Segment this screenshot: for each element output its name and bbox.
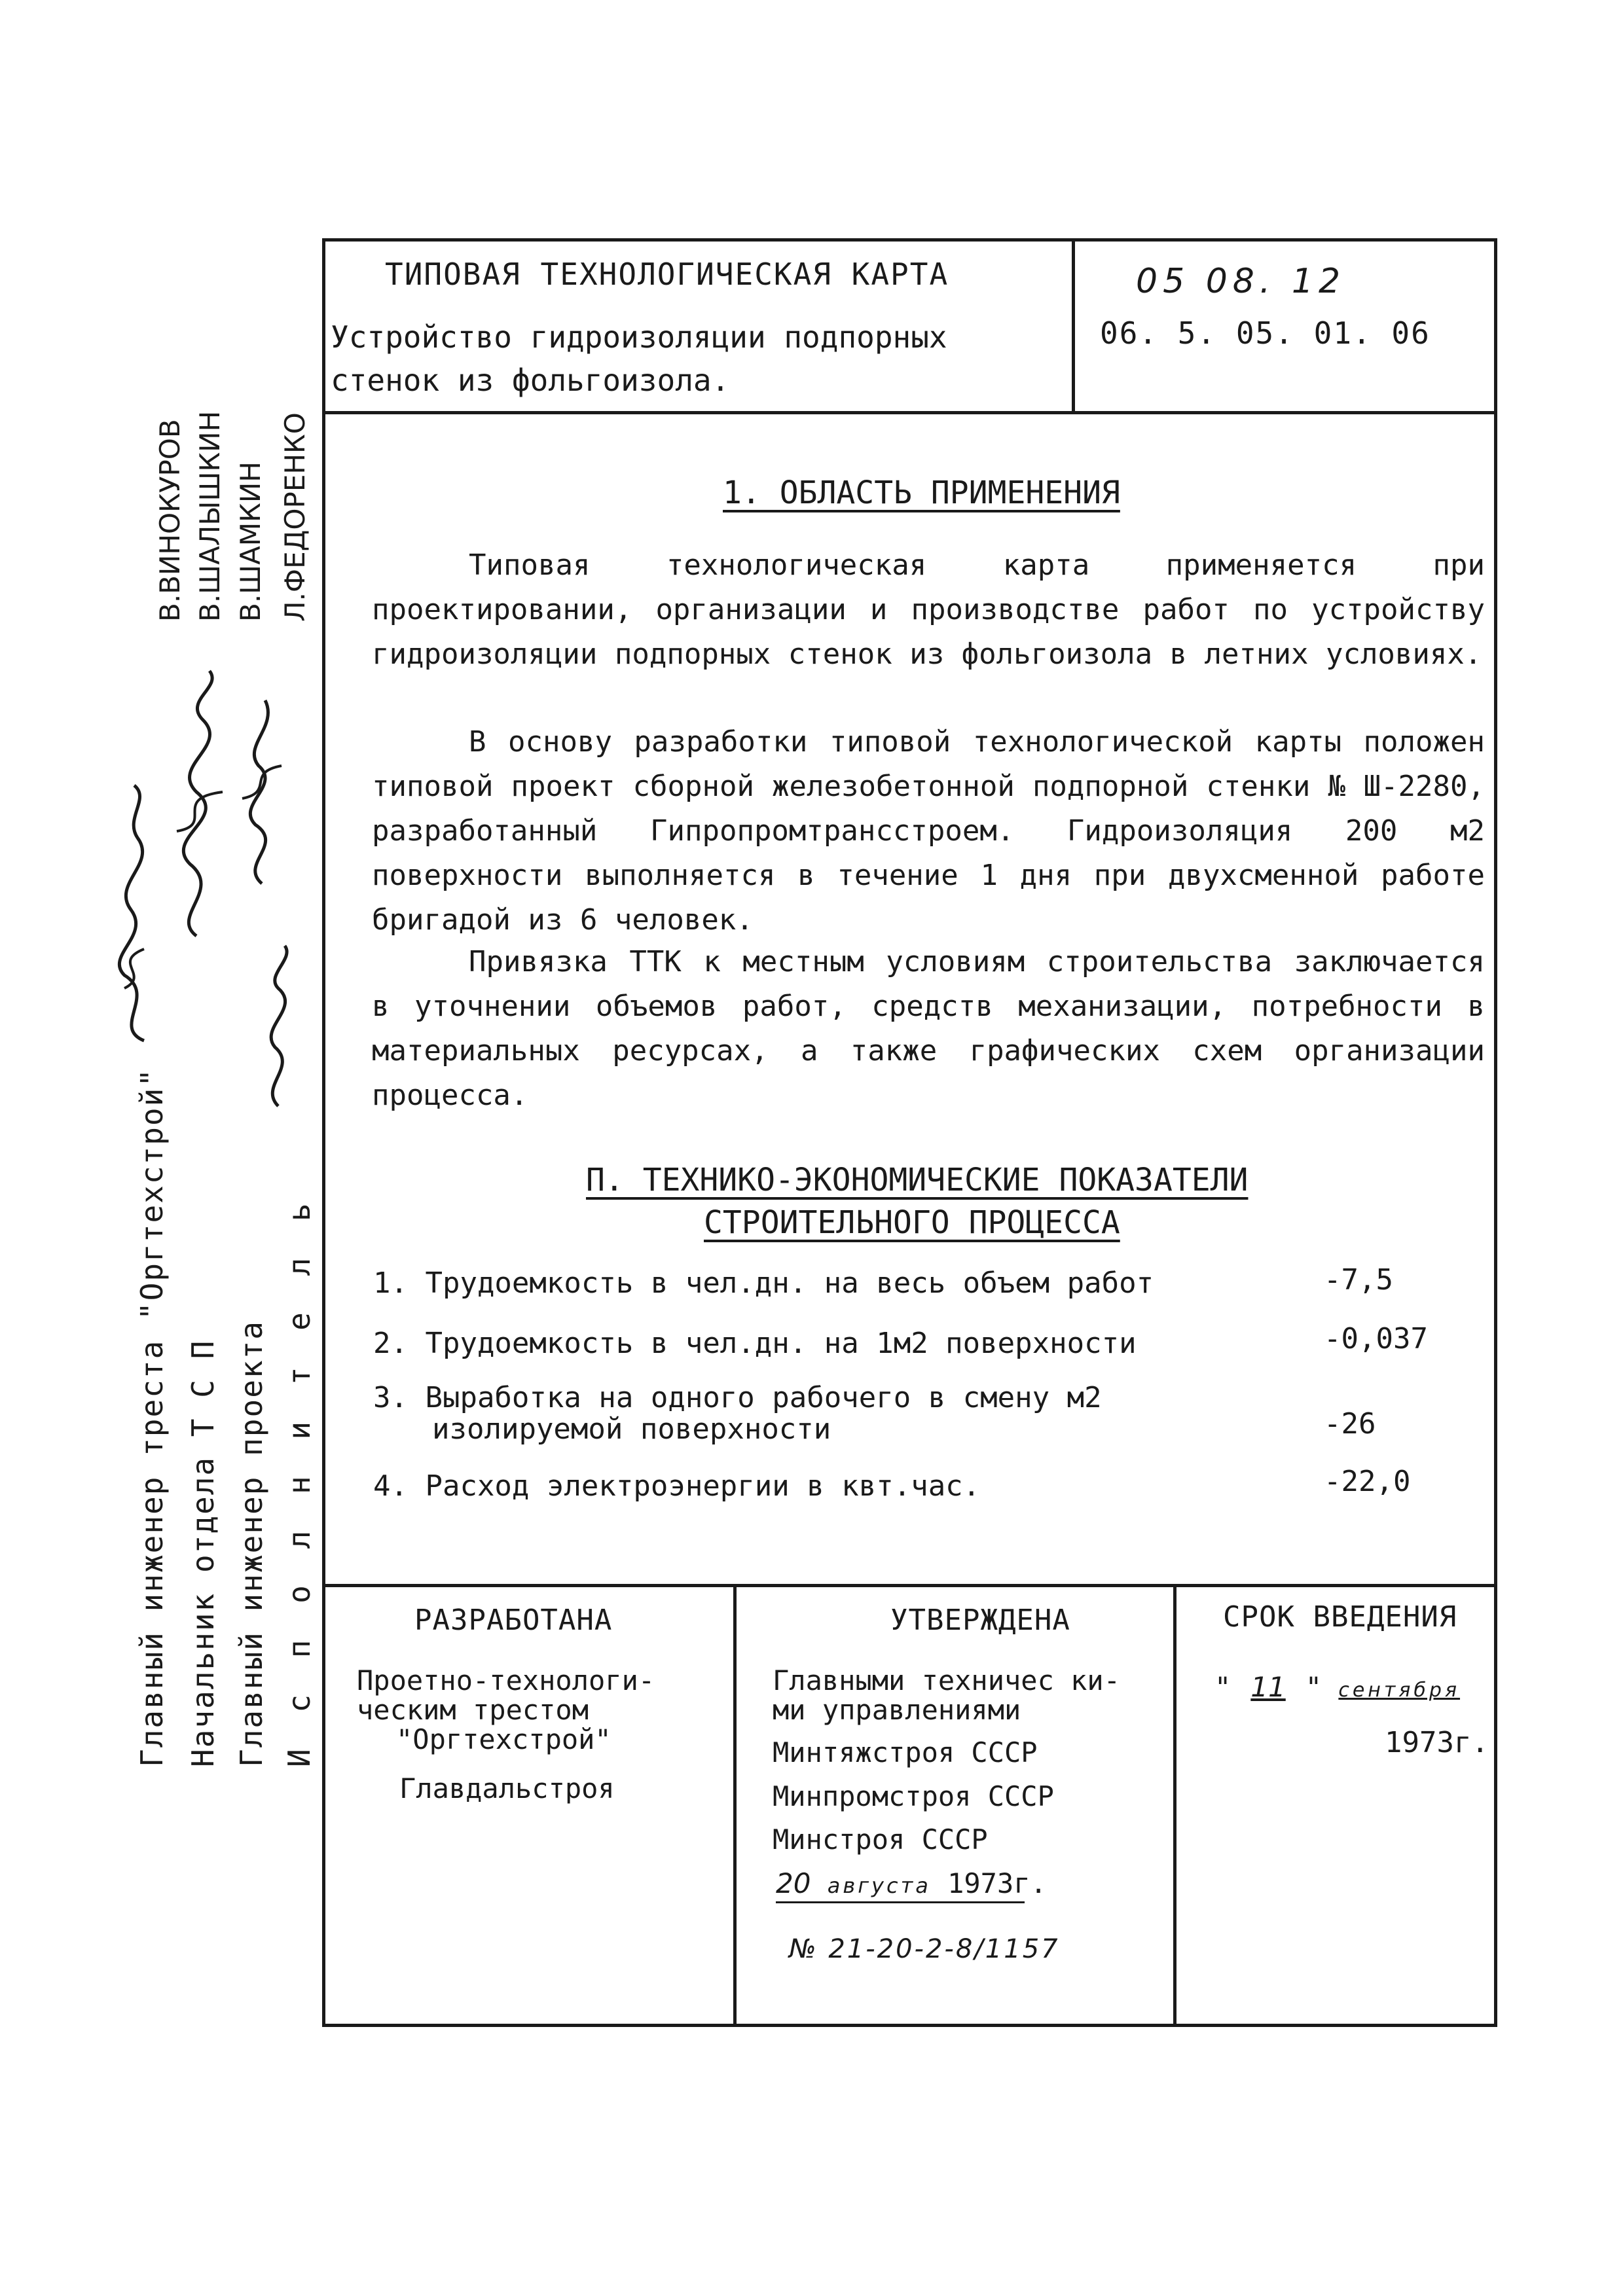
footer-col-divider-1	[733, 1584, 737, 2027]
side-role-4: И с п о л н и т е л ь	[282, 1194, 317, 1767]
footer-divider	[322, 1584, 1497, 1587]
indicator-3-label: 3. Выработка на одного рабочего в смену м2	[373, 1381, 1102, 1414]
section1-paragraph-2-text: В основу разработки типовой технологической карты положен типовой проект сборной железобетонной подпорной стенки № Ш-2280, разработанный Гипропромтрансстроем. Гидроизоляция 200 м2 поверхности выполняется в течение 1 дня при двухсменной работе бригадой из 6 человек.	[372, 725, 1485, 937]
signature-3	[226, 694, 298, 890]
handwritten-code: 05 08. 12	[1136, 262, 1346, 301]
indicator-2-label: 2. Трудоемкость в чел.дн. на 1м2 поверхности	[373, 1327, 1137, 1360]
developed-line4: Главдальстроя	[399, 1772, 615, 1804]
section1-paragraph-3-text: Привязка ТТК к местным условиям строительства заключается в уточнении объемов работ, средств механизации, потребности в материальных ресурсах, а также графических схем организации процесса.	[372, 945, 1485, 1112]
side-role-2: Начальник отдела Т С П	[185, 1339, 221, 1767]
developed-line2: ческим трестом	[357, 1694, 589, 1726]
indicator-1-label: 1. Трудоемкость в чел.дн. на весь объем работ	[373, 1266, 1154, 1300]
indicator-4-label: 4. Расход электроэнергии в квт.час.	[373, 1469, 981, 1503]
indicator-4-value: -22,0	[1324, 1465, 1411, 1498]
side-role-1: Главный инженер треста "Оргтехстрой"	[134, 1067, 170, 1767]
intro-head: СРОК ВВЕДЕНИЯ	[1223, 1600, 1457, 1634]
side-name-2: В.ШАЛЫШКИН	[194, 410, 226, 622]
intro-year: 1973г.	[1385, 1726, 1489, 1759]
footer-col-divider-2	[1173, 1584, 1176, 2027]
approved-line4: Минпромстроя СССР	[773, 1780, 1054, 1812]
approved-line2: ми управлениями	[773, 1694, 1021, 1726]
section1-paragraph-3	[372, 940, 1485, 1118]
section1-title: 1. ОБЛАСТЬ ПРИМЕНЕНИЯ	[723, 475, 1120, 511]
approved-date-day: 20	[776, 1867, 811, 1899]
intro-date-day: 11	[1250, 1671, 1286, 1703]
intro-date-month: сентября	[1338, 1679, 1461, 1702]
section2-title-line1: П. ТЕХНИКО-ЭКОНОМИЧЕСКИЕ ПОКАЗАТЕЛИ	[586, 1162, 1249, 1198]
approved-line3: Минтяжстроя СССР	[773, 1736, 1038, 1768]
developed-line3: "Оргтехстрой"	[396, 1723, 611, 1755]
approved-line1: Главными техничес ки-	[773, 1664, 1121, 1696]
approved-date-month: августа	[827, 1873, 931, 1898]
intro-date: " 11 " сентября	[1214, 1671, 1461, 1703]
side-role-3: Главный инженер проекта	[234, 1320, 269, 1767]
signature-4	[249, 942, 308, 1113]
approved-date-underline	[776, 1901, 1025, 1903]
header-code-divider	[1072, 238, 1075, 412]
section2-title-line2: СТРОИТЕЛЬНОГО ПРОЦЕССА	[704, 1204, 1120, 1241]
indicator-3-label-2: изолируемой поверхности	[432, 1412, 831, 1446]
side-name-4: Л.ФЕДОРЕНКО	[279, 412, 311, 622]
section1-paragraph-2	[372, 720, 1485, 942]
developed-head: РАЗРАБОТАНА	[414, 1604, 613, 1637]
approved-date-year: 1973г.	[947, 1867, 1047, 1899]
card-subtitle: Устройство гидроизоляции подпорных стенок из фольгоизола.	[331, 319, 947, 398]
indicator-1-value: -7,5	[1324, 1263, 1393, 1297]
card-code: 06. 5. 05. 01. 06	[1100, 315, 1431, 351]
indicator-3-value: -26	[1324, 1407, 1376, 1441]
developed-line1: Проетно-технологи-	[357, 1664, 655, 1696]
approved-date	[776, 1862, 1047, 1907]
card-title: ТИПОВАЯ ТЕХНОЛОГИЧЕСКАЯ КАРТА	[385, 257, 949, 292]
approved-number: № 21-20-2-8/1157	[789, 1934, 1060, 1964]
side-name-3: В.ШАМКИН	[234, 461, 266, 622]
approved-line5: Минстроя СССР	[773, 1823, 988, 1856]
section1-paragraph-1-text: Типовая технологическая карта применяется при проектировании, организации и производстве работ по устройству гидроизоляции подпорных стенок из фольгоизола в летних условиях.	[372, 548, 1485, 671]
approved-head: УТВЕРЖДЕНА	[890, 1604, 1070, 1637]
indicator-2-value: -0,037	[1324, 1322, 1428, 1355]
side-name-1: В.ВИНОКУРОВ	[154, 419, 186, 622]
header-divider	[322, 411, 1497, 414]
section1-paragraph-1	[372, 543, 1485, 677]
